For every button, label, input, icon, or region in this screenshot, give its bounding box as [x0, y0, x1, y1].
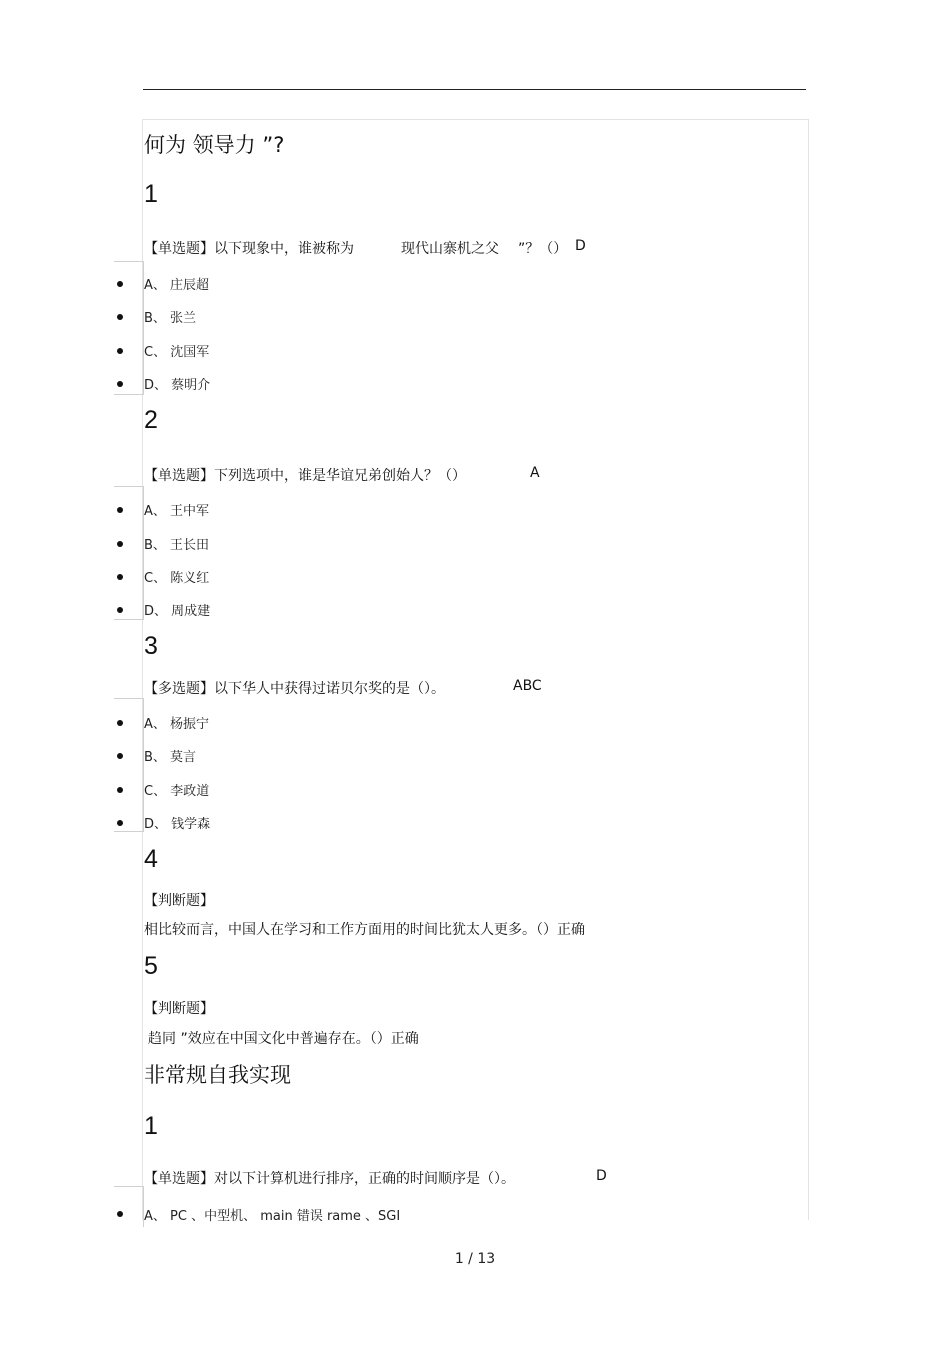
question-number: 4: [144, 845, 158, 873]
content-frame: [142, 119, 809, 1220]
option: C、 李政道: [144, 784, 210, 799]
bullet: [117, 348, 123, 354]
section-title: 何为 领导力 ”?: [144, 133, 285, 157]
question-number: 1: [144, 1112, 158, 1140]
bullet: [117, 314, 123, 320]
question-text: 趋同 ”效应在中国文化中普遍存在。（）正确: [148, 1031, 419, 1047]
answer: D: [596, 1168, 607, 1184]
bullet: [117, 607, 123, 613]
options-bracket: [114, 1186, 144, 1227]
bullet: [117, 753, 123, 759]
bullet: [117, 720, 123, 726]
question-text-end: ”？（）: [518, 241, 568, 257]
question-number: 5: [144, 952, 158, 980]
page-number: 1 / 13: [454, 1251, 496, 1267]
bullet: [117, 507, 123, 513]
bullet: [117, 541, 123, 547]
question-number: 3: [144, 632, 158, 660]
bullet: [117, 381, 123, 387]
question-type: 【判断题】: [144, 893, 214, 909]
option: B、 莫言: [144, 750, 197, 765]
option: D、 钱学森: [144, 817, 211, 832]
bullet: [117, 820, 123, 826]
header-rule: [143, 89, 806, 90]
option: A、 杨振宁: [144, 717, 210, 732]
question-text: 【多选题】以下华人中获得过诺贝尔奖的是（）。: [144, 681, 445, 697]
question-text: 相比较而言，中国人在学习和工作方面用的时间比犹太人更多。（）正确: [144, 922, 585, 938]
bullet: [117, 787, 123, 793]
option: D、 蔡明介: [144, 378, 211, 393]
question-text: 【单选题】对以下计算机进行排序，正确的时间顺序是（）。: [144, 1171, 515, 1187]
bullet: [117, 574, 123, 580]
section-title: 非常规自我实现: [144, 1063, 291, 1087]
option: C、 沈国军: [144, 345, 210, 360]
options-bracket: [114, 698, 144, 832]
bullet: [117, 1211, 123, 1217]
option: D、 周成建: [144, 604, 211, 619]
bullet: [117, 281, 123, 287]
question-text-quote: 现代山寨机之父: [401, 241, 499, 257]
option: A、 王中军: [144, 504, 210, 519]
option: B、 张兰: [144, 311, 197, 326]
option: A、 庄辰超: [144, 278, 210, 293]
option: C、 陈义红: [144, 571, 210, 586]
answer: D: [575, 238, 586, 254]
answer: ABC: [513, 678, 542, 694]
option: B、 王长田: [144, 538, 210, 553]
question-type: 【判断题】: [144, 1001, 214, 1017]
question-text: 【单选题】下列选项中，谁是华谊兄弟创始人？（）: [144, 468, 466, 484]
question-number: 2: [144, 406, 158, 434]
question-number: 1: [144, 180, 158, 208]
answer: A: [530, 465, 540, 481]
option: A、 PC 、中型机、 main 错误 rame 、SGI: [144, 1209, 401, 1224]
question-text: 【单选题】以下现象中，谁被称为: [144, 241, 354, 257]
